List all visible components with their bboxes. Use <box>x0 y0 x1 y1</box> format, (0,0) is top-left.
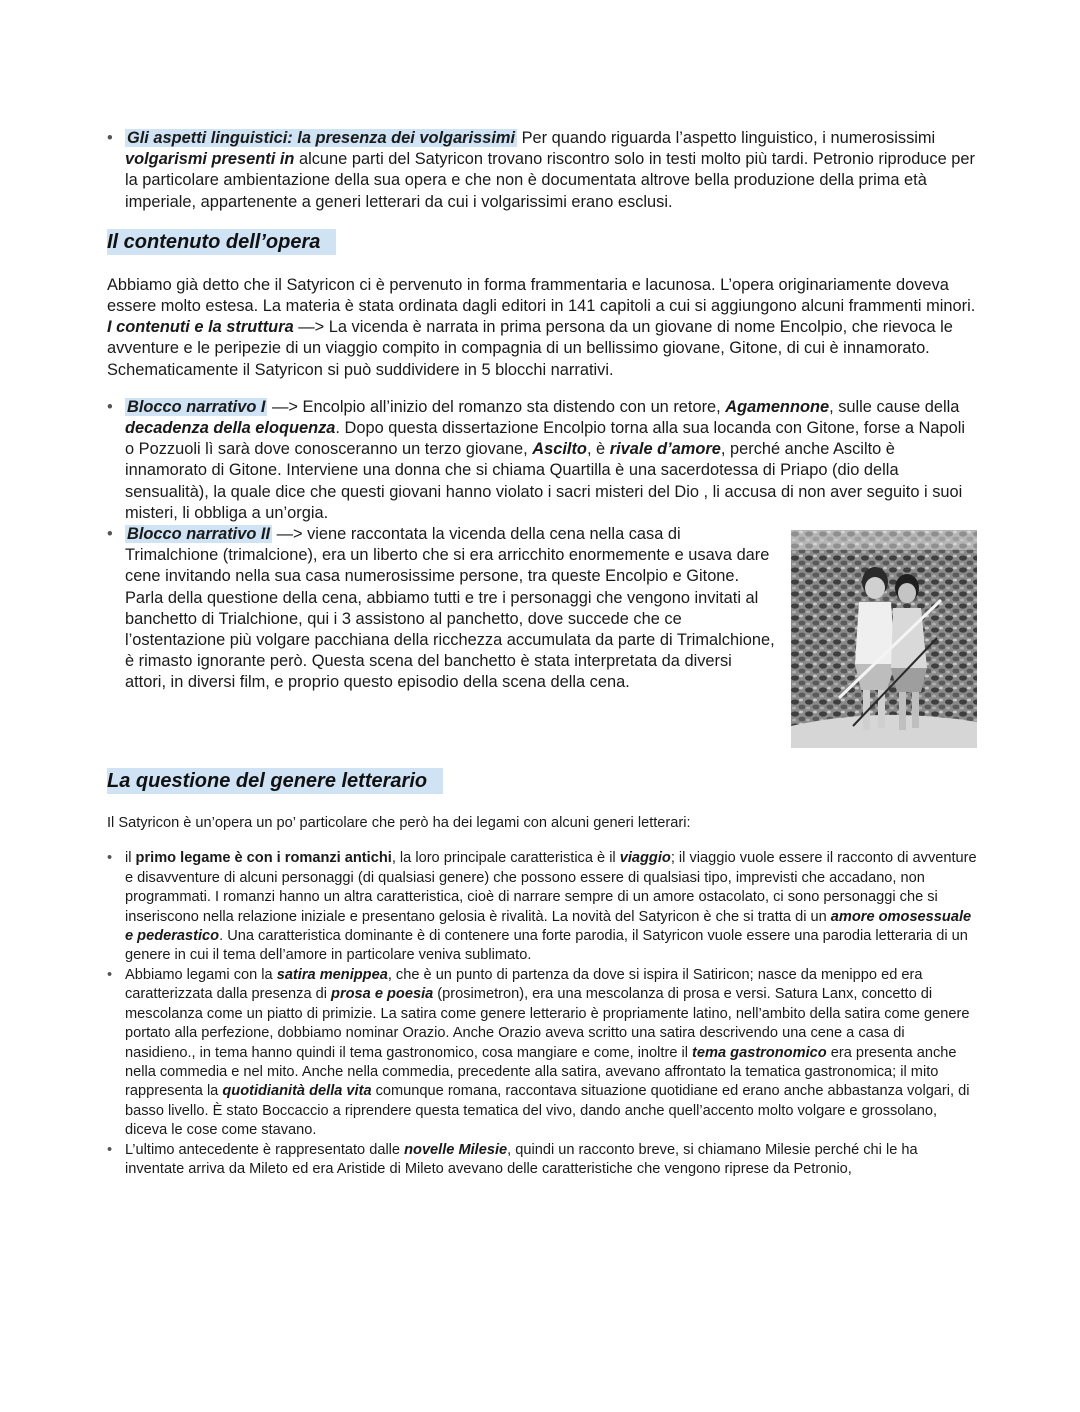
item-title: Blocco narrativo II <box>127 525 271 544</box>
item-title: Gli aspetti linguistici: la presenza dei volgarissimi <box>127 129 516 147</box>
list-item: • il primo legame è con i romanzi antichi, la loro principale caratteristica è il viaggio; il viaggio vuole essere il racconto di avventure e disavventure di alcuni personaggi (di qualsiasi genere) che possono essere di qualsiasi tipo, imprevisti che accadano, non programmati. I romanzi hanno un altra caratteristica, cioè di narrare sempre di un amore ostacolato, ci sono personaggi che si inseriscono nella relazione iniziale e presentano gelosia è rivalità. La novità del Satyricon è che si tratta di un amore omosessuale e pederastico. Una caratteristica dominante è di contenere una forte parodia, il Satyricon vuole essere una parodia letteraria di un genere in cui il tema dell’amore in particolare veniva sublimato. <box>107 849 977 965</box>
paragraph: Abbiamo già detto che il Satyricon ci è pervenuto in forma frammentaria e lacunosa. L’opera originariamente doveva essere molto estesa. La materia è stata ordinata dagli editori in 141 capitoli a cui si aggiungono alcuni frammenti minori. <box>107 275 976 316</box>
bullet-list-blocchi <box>107 397 977 694</box>
list-item: • Gli aspetti linguistici: la presenza dei volgarissimi Per quando riguarda l’aspetto linguistico, i numerosissimi volgarismi presenti in alcune parti del Satyricon trovano riscontro solo in testi molto più tardi. Petronio riproduce per la particolare ambientazione della sua opera e che non è documentata altrove bella produzione della prima età imperiale, appartenente a generi letterari da cui i volgarissimi erano esclusi. <box>107 128 977 213</box>
paragraph: I contenuti e la struttura —> La vicenda è narrata in prima persona da un giovane di nome Encolpio, che rievoca le avventure e le peripezie di un viaggio compito in compagnia di un bellissimo giovane, Gitone, di cui è innamorato. <box>107 318 953 358</box>
film-still-photo <box>791 530 977 748</box>
bullet-list-linguistici <box>107 128 977 213</box>
bullet-list-genere <box>107 849 977 1179</box>
list-item: • Blocco narrativo II —> viene raccontata la vicenda della cena nella casa di Trimalchione (trimalcione), era un liberto che si era arricchito enormemente e usava dare cene invitando nella sua casa numerosissime persone, tra queste Encolpio e Gitone. Parla della questione della cena, abbiamo tutti e tre i personaggi che vengono invitati al banchetto di Trialchione, qui i 3 assistono al panchetto, dove succede che ce l’ostentazione più volgare pacchiana della ricchezza accumulata da parte di Trimalchione, è rimasto ignorante però. Questa scena del banchetto è stata interpretata da diversi attori, in diversi film, e proprio questo episodio della scena della cena. <box>107 524 977 694</box>
section-body-contenuto <box>107 275 977 381</box>
document-page <box>107 128 977 1179</box>
paragraph: Il Satyricon è un’opera un po’ particolare che però ha dei legami con alcuni generi letterari: <box>107 815 691 832</box>
section-heading-contenuto: Il contenuto dell’opera <box>107 229 336 255</box>
paragraph: Schematicamente il Satyricon si può suddividere in 5 blocchi narrativi. <box>107 360 614 379</box>
list-item: • L’ultimo antecedente è rappresentato dalle novelle Milesie, quindi un racconto breve, si chiamano Milesie perché chi le ha inventate arriva da Mileto ed era Aristide di Mileto avevano delle caratteristiche che vengono riprese da Petronio, <box>107 1141 977 1180</box>
list-item: • Abbiamo legami con la satira menippea, che è un punto di partenza da dove si ispira il Satiricon; nasce da menippo ed era caratterizzata dalla presenza di prosa e poesia (prosimetron), era una mescolanza di prosa e versi. Satura Lanx, concetto di mescolanza come un piatto di primizie. La satira come genere letterario è propriamente latino, nell’ambito della satira come genere portato alla perfezione, dobbiamo nominar Orazio. Anche Orazio aveva scritto una satira descrivendo una cene a casa di nasidieno., in tema hanno quindi il tema gastronomico, cosa mangiare e come, inoltre il tema gastronomico era presenta anche nella commedia e nel mito. Anche nella commedia, precedente alla satira, avevano affrontato la tematica gastronomica; il mito rappresenta la quotidianità della vita comunque romana, raccontava situazione quotidiane ed erano anche abbastanza volgari, di basso livello. È stato Boccaccio a riprendere questa tematica del vivo, dando anche quell’accento molto volgare e grossolano, diceva le cose come stavano. <box>107 966 977 1141</box>
item-title: Blocco narrativo I <box>127 397 266 416</box>
list-item: • Blocco narrativo I —> Encolpio all’inizio del romanzo sta distendo con un retore, Agamennone, sulle cause della decadenza della eloquenza. Dopo questa dissertazione Encolpio torna alla sua locanda con Gitone, forse a Napoli o Pozzuoli lì sarà dove conosceranno un terzo giovane, Ascilto, è rivale d’amore, perché anche Ascilto è innamorato di Gitone. Interviene una donna che si chiama Quartilla è una sacerdotessa di Priapo (dio della sensualità), la quale dice che questi giovani hanno violato i sacri misteri del Dio , li accusa di non aver seguito i suoi misteri, li obbliga a un’orgia. <box>107 397 977 524</box>
section-heading-genere: La questione del genere letterario <box>107 768 443 794</box>
